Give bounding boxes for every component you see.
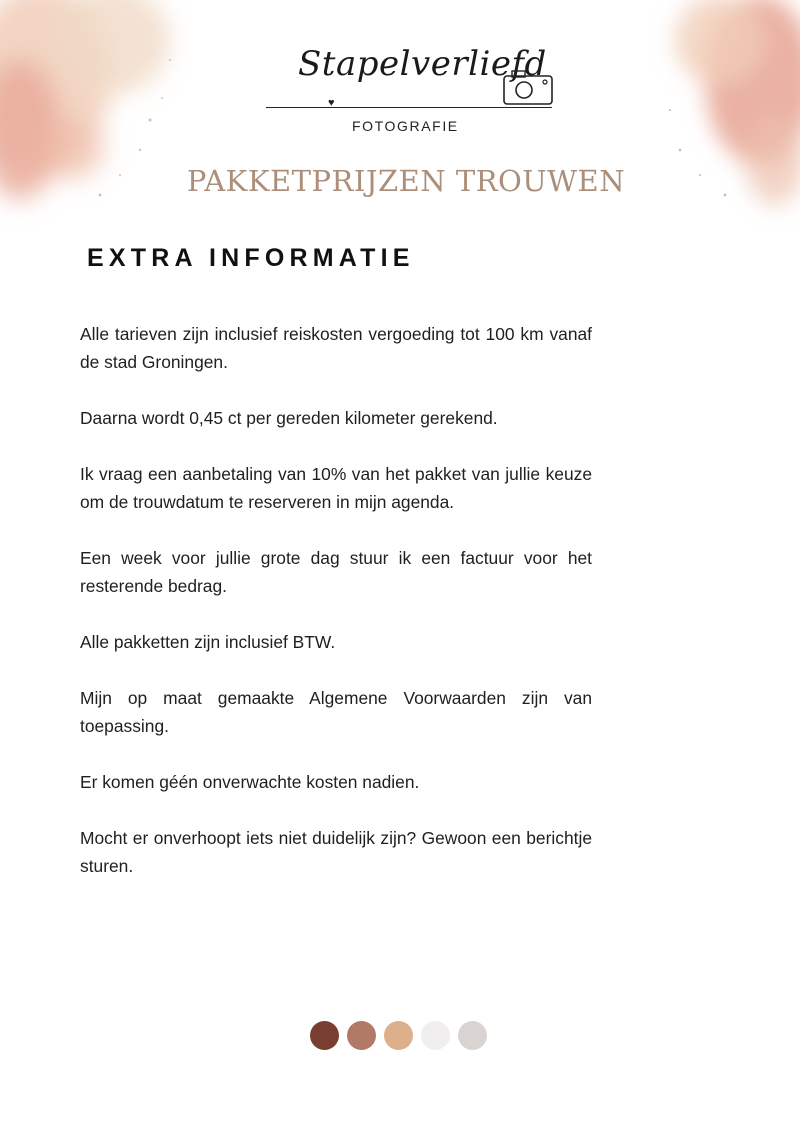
info-body bbox=[80, 320, 592, 908]
color-palette bbox=[310, 1021, 487, 1050]
logo-script-text: Stapelverliefd bbox=[298, 44, 547, 84]
logo bbox=[262, 34, 562, 138]
paragraph-terms: Mijn op maat gemaakte Algemene Voorwaarden zijn van toepassing. bbox=[80, 688, 592, 736]
camera-icon bbox=[502, 68, 556, 108]
section-heading: EXTRA INFORMATIE bbox=[87, 244, 415, 272]
page-title: PAKKETPRIJZEN TROUWEN bbox=[186, 164, 626, 198]
paragraph-extra-km: Daarna wordt 0,45 ct per gereden kilometer gerekend. bbox=[80, 408, 498, 428]
color-swatch bbox=[458, 1021, 487, 1050]
logo-underline bbox=[266, 107, 552, 108]
paragraph-contact: Mocht er onverhoopt iets niet duidelijk zijn? Gewoon een berichtje sturen. bbox=[80, 828, 592, 876]
logo-subtitle: FOTOGRAFIE bbox=[352, 118, 459, 134]
paragraph-no-costs: Er komen géén onverwachte kosten nadien. bbox=[80, 772, 420, 792]
color-swatch bbox=[310, 1021, 339, 1050]
paragraph-travel-costs: Alle tarieven zijn inclusief reiskosten vergoeding tot 100 km vanaf de stad Groningen. bbox=[80, 324, 592, 372]
paragraph-invoice: Een week voor jullie grote dag stuur ik een factuur voor het resterende bedrag. bbox=[80, 548, 592, 596]
color-swatch bbox=[421, 1021, 450, 1050]
heart-icon: ♥ bbox=[328, 97, 335, 109]
paragraph-deposit: Ik vraag een aanbetaling van 10% van het pakket van jullie keuze om de trouwdatum te reserveren in mijn agenda. bbox=[80, 464, 592, 512]
color-swatch bbox=[384, 1021, 413, 1050]
paragraph-vat: Alle pakketten zijn inclusief BTW. bbox=[80, 632, 336, 652]
color-swatch bbox=[347, 1021, 376, 1050]
